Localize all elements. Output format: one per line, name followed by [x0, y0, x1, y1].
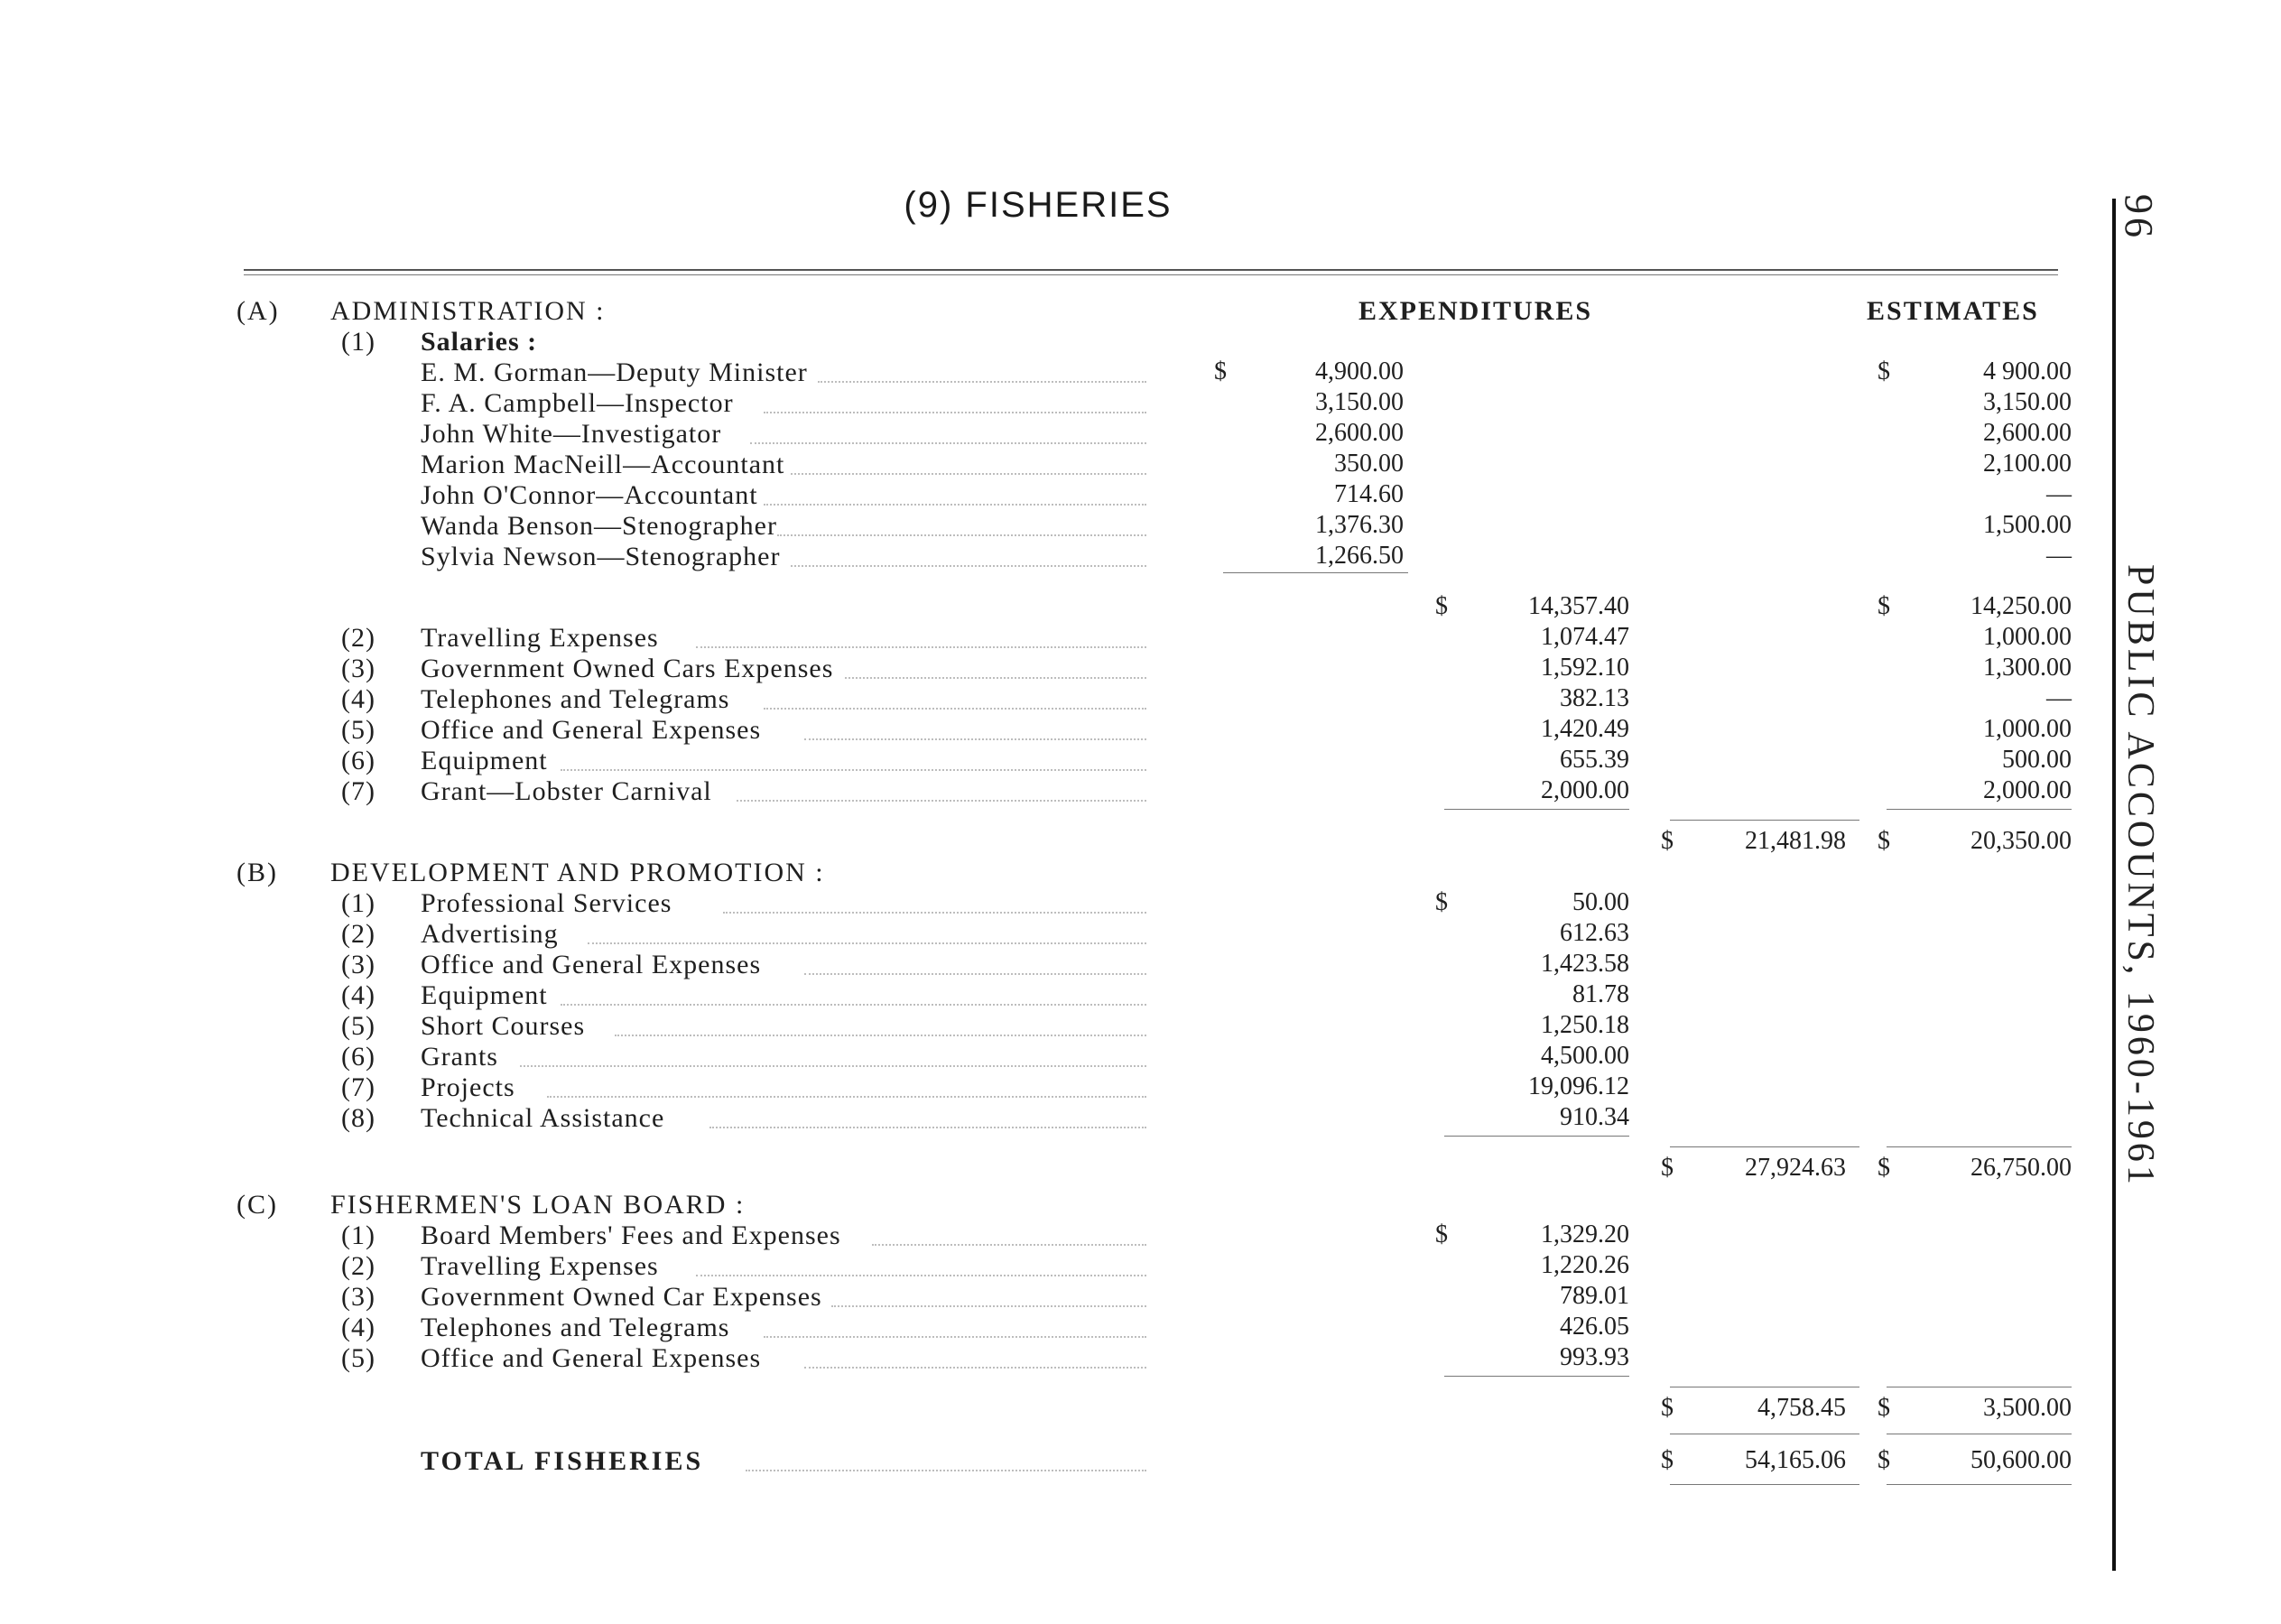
section-sum-rule	[1444, 1136, 1629, 1137]
salary-name: E. M. Gorman—Deputy Minister	[421, 357, 808, 387]
line-item-estimate: 1,000.00	[1983, 715, 2072, 743]
section-sum-rule	[1887, 809, 2072, 810]
section-name: DEVELOPMENT AND PROMOTION :	[330, 858, 825, 887]
item-number: (4)	[341, 684, 376, 714]
item-number: (4)	[341, 1313, 376, 1342]
salary-name: F. A. Campbell—Inspector	[421, 388, 734, 418]
item-number: (2)	[341, 919, 376, 949]
salary-expenditure: 4,900.00	[1315, 357, 1404, 385]
currency-symbol: $	[1435, 888, 1448, 916]
line-item-expenditure: 1,329.20	[1541, 1220, 1629, 1248]
salary-expenditure: 3,150.00	[1315, 388, 1404, 416]
leader-dots	[561, 1004, 1146, 1006]
section-name: ADMINISTRATION :	[330, 296, 606, 326]
currency-symbol: $	[1214, 357, 1227, 385]
section-sum-rule	[1670, 1146, 1859, 1147]
line-item-estimate: 1,000.00	[1983, 623, 2072, 651]
line-item-expenditure: 1,423.58	[1541, 950, 1629, 978]
line-item-expenditure: 1,220.26	[1541, 1251, 1629, 1279]
leader-dots	[845, 677, 1146, 679]
currency-symbol: $	[1878, 357, 1890, 385]
section-total-expenditure: 21,481.98	[1745, 827, 1846, 855]
section-sum-rule	[1444, 809, 1629, 810]
expenditures-header: EXPENDITURES	[1358, 296, 1593, 326]
line-item-label: Equipment	[421, 980, 548, 1010]
page-title: (9) FISHERIES	[904, 185, 1173, 225]
grand-total-expenditure: 54,165.06	[1745, 1446, 1846, 1474]
salary-name: Sylvia Newson—Stenographer	[421, 542, 781, 571]
line-item-label: Office and General Expenses	[421, 950, 762, 979]
leader-dots	[831, 1305, 1146, 1307]
line-item-expenditure: 81.78	[1572, 980, 1629, 1008]
leader-dots	[561, 769, 1146, 771]
item-number: (6)	[341, 1042, 376, 1072]
line-item-expenditure: 655.39	[1560, 746, 1629, 774]
leader-dots	[750, 442, 1146, 444]
salary-name: John White—Investigator	[421, 419, 722, 449]
salaries-subtotal-estimate: 14,250.00	[1970, 592, 2072, 620]
currency-symbol: $	[1435, 1220, 1448, 1248]
line-item-expenditure: 910.34	[1560, 1103, 1629, 1131]
leader-dots	[804, 738, 1146, 740]
line-item-label: Telephones and Telegrams	[421, 1313, 730, 1342]
item-number: (1)	[341, 1220, 376, 1250]
margin-bar	[2112, 199, 2116, 1571]
section-total-estimate: 26,750.00	[1970, 1154, 2072, 1182]
leader-dots	[615, 1035, 1146, 1036]
section-id: (A)	[236, 296, 280, 326]
salary-estimate: —	[2046, 542, 2072, 570]
leader-dots	[520, 1065, 1146, 1067]
line-item-label: Office and General Expenses	[421, 715, 762, 745]
item-number: (4)	[341, 980, 376, 1010]
section-sum-rule	[1670, 820, 1859, 821]
currency-symbol: $	[1661, 827, 1674, 855]
section-total-estimate: 20,350.00	[1970, 827, 2072, 855]
currency-symbol: $	[1435, 592, 1448, 620]
item-number: (7)	[341, 1072, 376, 1102]
salary-expenditure: 1,266.50	[1315, 542, 1404, 570]
item-number: (1)	[341, 888, 376, 918]
estimates-header: ESTIMATES	[1867, 296, 2039, 326]
currency-symbol: $	[1661, 1154, 1674, 1182]
salary-estimate: 3,150.00	[1983, 388, 2072, 416]
item-number: (8)	[341, 1103, 376, 1133]
leader-dots	[818, 381, 1146, 383]
item-number: (3)	[341, 654, 376, 683]
line-item-label: Professional Services	[421, 888, 672, 918]
salary-estimate: 2,100.00	[1983, 450, 2072, 478]
section-total-estimate: 3,500.00	[1983, 1394, 2072, 1422]
leader-dots	[764, 1336, 1146, 1338]
section-sum-rule	[1444, 1376, 1629, 1377]
line-item-label: Government Owned Cars Expenses	[421, 654, 834, 683]
salary-expenditure: 714.60	[1334, 480, 1404, 508]
line-item-expenditure: 1,250.18	[1541, 1011, 1629, 1039]
running-head: PUBLIC ACCOUNTS, 1960-1961	[2119, 564, 2161, 1188]
line-item-label: Projects	[421, 1072, 515, 1102]
leader-dots	[764, 412, 1146, 413]
section-sum-rule	[1887, 1146, 2072, 1147]
line-item-expenditure: 612.63	[1560, 919, 1629, 947]
section-total-expenditure: 27,924.63	[1745, 1154, 1846, 1182]
line-item-expenditure: 382.13	[1560, 684, 1629, 712]
item-number: (3)	[341, 1282, 376, 1312]
grand-total-estimate: 50,600.00	[1970, 1446, 2072, 1474]
leader-dots	[696, 646, 1146, 648]
line-item-estimate: 1,300.00	[1983, 654, 2072, 682]
leader-dots	[804, 973, 1146, 975]
section-id: (B)	[236, 858, 278, 887]
leader-dots	[723, 912, 1146, 914]
leader-dots	[791, 473, 1146, 475]
item-number: (7)	[341, 776, 376, 806]
salaries-heading: Salaries :	[421, 327, 538, 357]
currency-symbol: $	[1661, 1446, 1674, 1474]
grand-total-double-rule	[1670, 1484, 1859, 1485]
line-item-label: Travelling Expenses	[421, 623, 659, 653]
leader-dots	[709, 1127, 1146, 1128]
line-item-estimate: 500.00	[2002, 746, 2072, 774]
line-item-label: Government Owned Car Expenses	[421, 1282, 822, 1312]
line-item-label: Equipment	[421, 746, 548, 775]
leader-dots	[764, 708, 1146, 710]
line-item-expenditure: 789.01	[1560, 1282, 1629, 1310]
line-item-expenditure: 1,074.47	[1541, 623, 1629, 651]
salary-name: Marion MacNeill—Accountant	[421, 450, 785, 479]
item-number: (1)	[341, 327, 376, 357]
line-item-estimate: 2,000.00	[1983, 776, 2072, 804]
item-number: (6)	[341, 746, 376, 775]
leader-dots	[696, 1275, 1146, 1276]
salary-expenditure: 2,600.00	[1315, 419, 1404, 447]
leader-dots	[777, 534, 1146, 536]
item-number: (5)	[341, 1343, 376, 1373]
salary-estimate: 4 900.00	[1983, 357, 2072, 385]
line-item-expenditure: 1,420.49	[1541, 715, 1629, 743]
header-rule	[244, 269, 2058, 271]
line-item-expenditure: 19,096.12	[1528, 1072, 1629, 1100]
currency-symbol: $	[1878, 592, 1890, 620]
section-id: (C)	[236, 1190, 278, 1220]
section-name: FISHERMEN'S LOAN BOARD :	[330, 1190, 746, 1220]
line-item-expenditure: 426.05	[1560, 1313, 1629, 1341]
line-item-label: Travelling Expenses	[421, 1251, 659, 1281]
item-number: (3)	[341, 950, 376, 979]
line-item-expenditure: 2,000.00	[1541, 776, 1629, 804]
salary-estimate: 2,600.00	[1983, 419, 2072, 447]
line-item-label: Technical Assistance	[421, 1103, 665, 1133]
line-item-label: Grants	[421, 1042, 498, 1072]
leader-dots	[547, 1096, 1146, 1098]
salary-estimate: 1,500.00	[1983, 511, 2072, 539]
line-item-label: Office and General Expenses	[421, 1343, 762, 1373]
grand-total-label: TOTAL FISHERIES	[421, 1446, 704, 1476]
leader-dots	[872, 1244, 1146, 1246]
salary-estimate: —	[2046, 480, 2072, 508]
salary-name: John O'Connor—Accountant	[421, 480, 758, 510]
line-item-expenditure: 50.00	[1572, 888, 1629, 916]
leader-dots	[746, 1470, 1146, 1471]
item-number: (2)	[341, 623, 376, 653]
grand-total-double-rule	[1887, 1484, 2072, 1485]
currency-symbol: $	[1878, 1154, 1890, 1182]
section-total-expenditure: 4,758.45	[1757, 1394, 1846, 1422]
currency-symbol: $	[1878, 1394, 1890, 1422]
currency-symbol: $	[1878, 1446, 1890, 1474]
line-item-expenditure: 993.93	[1560, 1343, 1629, 1371]
item-number: (5)	[341, 1011, 376, 1041]
leader-dots	[764, 504, 1146, 506]
page-number: 96	[2117, 194, 2161, 241]
currency-symbol: $	[1878, 827, 1890, 855]
currency-symbol: $	[1661, 1394, 1674, 1422]
leader-dots	[791, 565, 1146, 567]
leader-dots	[804, 1367, 1146, 1369]
item-number: (5)	[341, 715, 376, 745]
salaries-subtotal-expenditure: 14,357.40	[1528, 592, 1629, 620]
line-item-label: Board Members' Fees and Expenses	[421, 1220, 841, 1250]
salary-expenditure: 1,376.30	[1315, 511, 1404, 539]
line-item-expenditure: 4,500.00	[1541, 1042, 1629, 1070]
salary-name: Wanda Benson—Stenographer	[421, 511, 777, 541]
leader-dots	[588, 942, 1146, 944]
salaries-sum-rule	[1223, 572, 1408, 573]
line-item-label: Short Courses	[421, 1011, 586, 1041]
item-number: (2)	[341, 1251, 376, 1281]
line-item-label: Grant—Lobster Carnival	[421, 776, 712, 806]
line-item-expenditure: 1,592.10	[1541, 654, 1629, 682]
salary-expenditure: 350.00	[1334, 450, 1404, 478]
line-item-estimate: —	[2046, 684, 2072, 712]
line-item-label: Advertising	[421, 919, 559, 949]
leader-dots	[737, 800, 1146, 802]
header-rule-secondary	[244, 274, 2058, 275]
line-item-label: Telephones and Telegrams	[421, 684, 730, 714]
